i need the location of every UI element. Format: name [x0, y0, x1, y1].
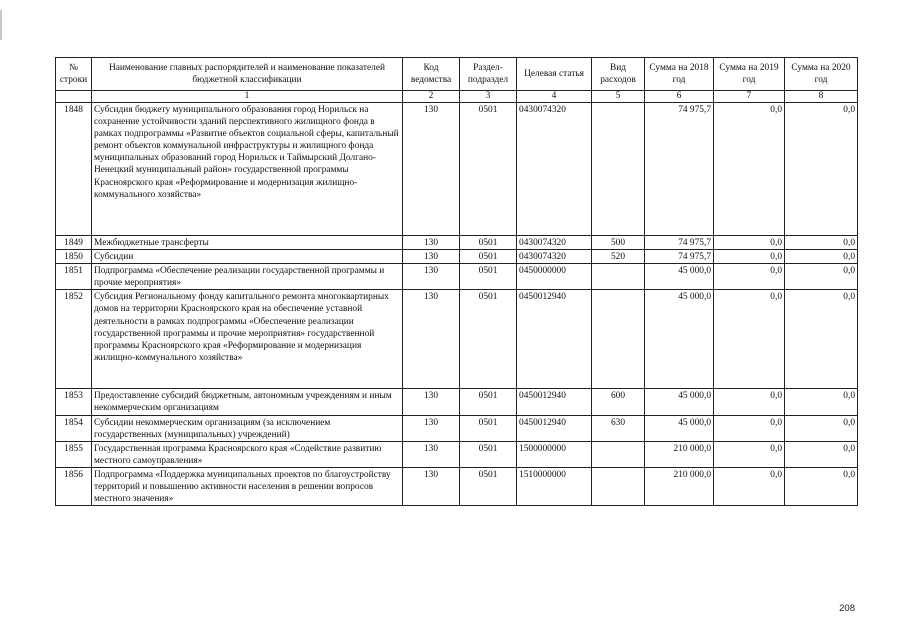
row-number: 1855 [56, 441, 92, 467]
row-name: Подпрограмма «Обеспечение реализации государственной программы и прочие мероприятия» [92, 264, 403, 290]
sum-2020: 0,0 [785, 290, 858, 389]
sum-2019: 0,0 [714, 441, 785, 467]
column-number-row [56, 91, 858, 103]
header-section: Раздел-подраздел [460, 58, 517, 91]
department-code: 130 [403, 103, 460, 236]
expense-type [592, 467, 645, 505]
department-code: 130 [403, 250, 460, 264]
sum-2019: 0,0 [714, 389, 785, 415]
target-item: 0450012940 [517, 415, 592, 441]
target-item: 0430074320 [517, 236, 592, 250]
column-number: 6 [645, 91, 714, 103]
column-number: 8 [785, 91, 858, 103]
target-item: 0450012940 [517, 290, 592, 389]
header-sum-2020: Сумма на 2020 год [785, 58, 858, 91]
sum-2019: 0,0 [714, 264, 785, 290]
column-number: 5 [592, 91, 645, 103]
sum-2020: 0,0 [785, 103, 858, 236]
row-name: Субсидии [92, 250, 403, 264]
table-row [56, 236, 858, 250]
department-code: 130 [403, 236, 460, 250]
department-code: 130 [403, 290, 460, 389]
sum-2018: 74 975,7 [645, 250, 714, 264]
row-name: Субсидия Региональному фонду капитального ремонта многоквартирных домов на территории Красноярского края на обеспечение уставной деятельности в рамках подпрограммы «Обеспечение реализации государственной программы и прочие мероприятия» государственной программы Красноярского края «Реформирование и модернизация жилищно-коммунального хозяйства» [92, 290, 403, 389]
row-name: Подпрограмма «Поддержка муниципальных проектов по благоустройству территорий и повышению активности населения в решении вопросов местного значения» [92, 467, 403, 505]
row-number: 1851 [56, 264, 92, 290]
section-code: 0501 [460, 441, 517, 467]
sum-2020: 0,0 [785, 441, 858, 467]
table-row [56, 415, 858, 441]
expense-type: 630 [592, 415, 645, 441]
row-number: 1852 [56, 290, 92, 389]
department-code: 130 [403, 264, 460, 290]
header-name: Наименование главных распорядителей и наименование показателей бюджетной классификации [92, 58, 403, 91]
header-row [56, 58, 858, 91]
table-row [56, 467, 858, 505]
section-code: 0501 [460, 290, 517, 389]
header-sum-2019: Сумма на 2019 год [714, 58, 785, 91]
department-code: 130 [403, 467, 460, 505]
row-number: 1854 [56, 415, 92, 441]
sum-2019: 0,0 [714, 467, 785, 505]
sum-2019: 0,0 [714, 250, 785, 264]
sum-2020: 0,0 [785, 415, 858, 441]
row-name: Предоставление субсидий бюджетным, автономным учреждениям и иным некоммерческим организациям [92, 389, 403, 415]
column-number: 7 [714, 91, 785, 103]
header-department-code: Код ведомства [403, 58, 460, 91]
sum-2018: 74 975,7 [645, 236, 714, 250]
sum-2019: 0,0 [714, 236, 785, 250]
row-number: 1850 [56, 250, 92, 264]
page-number: 208 [839, 603, 855, 614]
section-code: 0501 [460, 264, 517, 290]
header-sum-2018: Сумма на 2018 год [645, 58, 714, 91]
target-item: 1510000000 [517, 467, 592, 505]
table-row [56, 250, 858, 264]
scan-edge-mark [0, 10, 2, 40]
expense-type: 520 [592, 250, 645, 264]
expense-type [592, 441, 645, 467]
row-name: Субсидии некоммерческим организациям (за исключением государственных (муниципальных) учреждений) [92, 415, 403, 441]
section-code: 0501 [460, 389, 517, 415]
expense-type [592, 290, 645, 389]
row-name: Государственная программа Красноярского края «Содействие развитию местного самоуправления» [92, 441, 403, 467]
header-expense-type: Вид расходов [592, 58, 645, 91]
row-number: 1849 [56, 236, 92, 250]
target-item: 1500000000 [517, 441, 592, 467]
sum-2018: 210 000,0 [645, 441, 714, 467]
expense-type [592, 264, 645, 290]
sum-2020: 0,0 [785, 250, 858, 264]
expense-type [592, 103, 645, 236]
section-code: 0501 [460, 415, 517, 441]
column-number: 4 [517, 91, 592, 103]
sum-2020: 0,0 [785, 236, 858, 250]
sum-2019: 0,0 [714, 290, 785, 389]
table-row [56, 441, 858, 467]
header-target-item: Целевая статья [517, 58, 592, 91]
department-code: 130 [403, 389, 460, 415]
sum-2020: 0,0 [785, 264, 858, 290]
sum-2019: 0,0 [714, 103, 785, 236]
sum-2019: 0,0 [714, 415, 785, 441]
target-item: 0450012940 [517, 389, 592, 415]
department-code: 130 [403, 415, 460, 441]
section-code: 0501 [460, 250, 517, 264]
department-code: 130 [403, 441, 460, 467]
expense-type: 500 [592, 236, 645, 250]
target-item: 0430074320 [517, 103, 592, 236]
column-number: 2 [403, 91, 460, 103]
table-row [56, 290, 858, 389]
sum-2020: 0,0 [785, 389, 858, 415]
sum-2020: 0,0 [785, 467, 858, 505]
table-row [56, 103, 858, 236]
row-name: Субсидия бюджету муниципального образования город Норильск на сохранение устойчивости зданий перспективного жилищного фонда в рамках подпрограммы «Развитие объектов социальной сферы, капитальный ремонт объектов коммунальной инфраструктуры и жилищного фонда муниципальных образований город Норильск и Таймырский Долгано-Ненецкий муниципальный район» государственной программы Красноярского края «Реформирование и модернизация жилищно-коммунального хозяйства» [92, 103, 403, 236]
column-number-blank [56, 91, 92, 103]
sum-2018: 74 975,7 [645, 103, 714, 236]
header-row-number: № строки [56, 58, 92, 91]
section-code: 0501 [460, 236, 517, 250]
section-code: 0501 [460, 103, 517, 236]
sum-2018: 45 000,0 [645, 389, 714, 415]
row-number: 1853 [56, 389, 92, 415]
column-number: 3 [460, 91, 517, 103]
budget-table [55, 57, 858, 506]
row-name: Межбюджетные трансферты [92, 236, 403, 250]
row-number: 1848 [56, 103, 92, 236]
sum-2018: 45 000,0 [645, 290, 714, 389]
expense-type: 600 [592, 389, 645, 415]
sum-2018: 210 000,0 [645, 467, 714, 505]
row-number: 1856 [56, 467, 92, 505]
table-row [56, 264, 858, 290]
target-item: 0430074320 [517, 250, 592, 264]
column-number: 1 [92, 91, 403, 103]
table-row [56, 389, 858, 415]
section-code: 0501 [460, 467, 517, 505]
sum-2018: 45 000,0 [645, 415, 714, 441]
target-item: 0450000000 [517, 264, 592, 290]
sum-2018: 45 000,0 [645, 264, 714, 290]
